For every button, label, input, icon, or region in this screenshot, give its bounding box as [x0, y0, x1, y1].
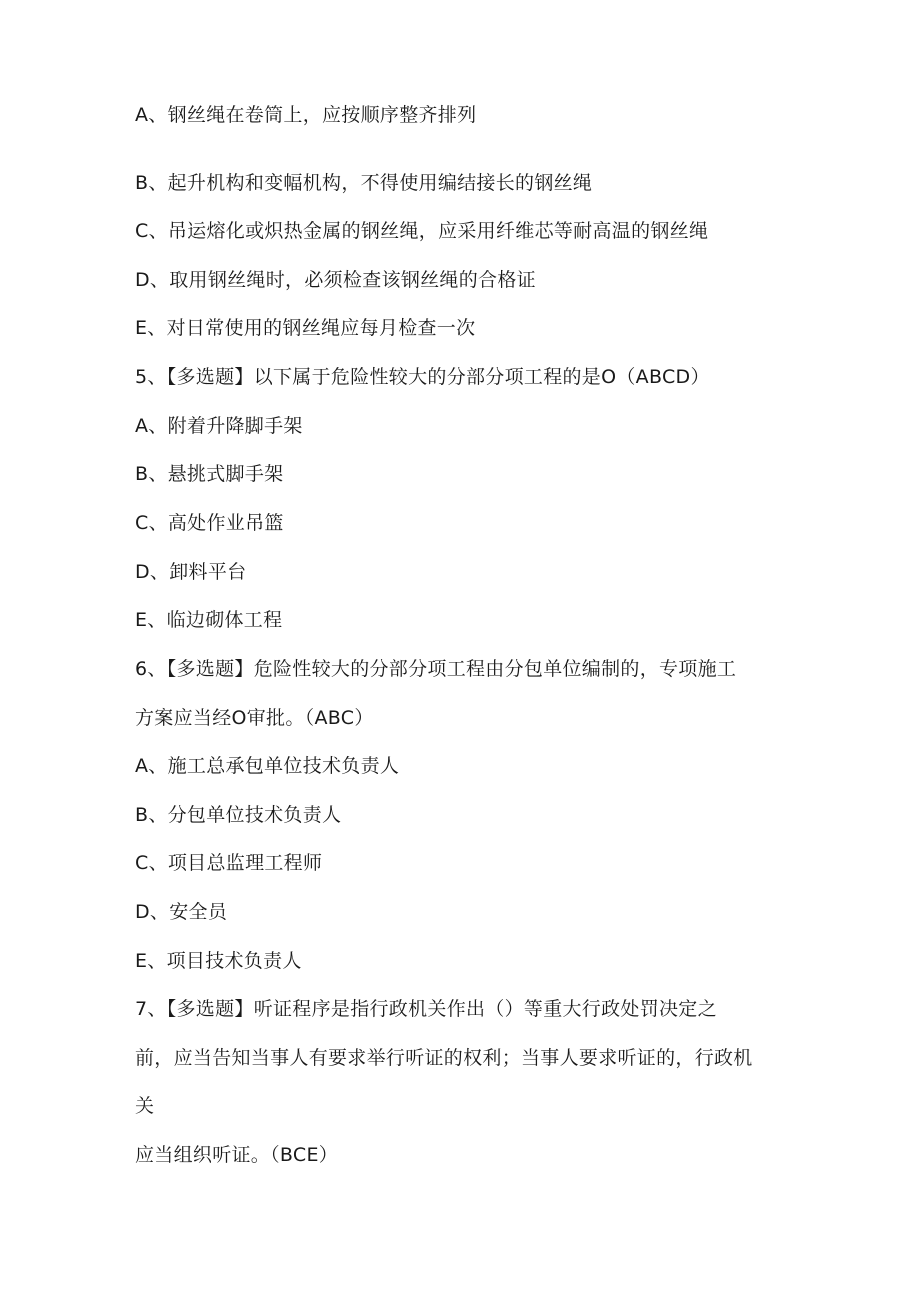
q4-option-a: A、钢丝绳在卷筒上，应按顺序整齐排列: [135, 104, 477, 126]
q6-option-a: A、施工总承包单位技术负责人: [135, 755, 400, 777]
q6-question-line2: 方案应当经O审批。（ABC）: [135, 707, 374, 729]
q5-option-a: A、附着升降脚手架: [135, 415, 303, 437]
q6-option-b: B、分包单位技术负责人: [135, 804, 342, 826]
q7-question-line1: 7、【多选题】听证程序是指行政机关作出（）等重大行政处罚决定之: [135, 998, 717, 1020]
q4-option-b: B、起升机构和变幅机构，不得使用编结接长的钢丝绳: [135, 172, 593, 194]
q6-option-c: C、项目总监理工程师: [135, 852, 323, 874]
q4-option-c: C、吊运熔化或炽热金属的钢丝绳，应采用纤维芯等耐高温的钢丝绳: [135, 220, 709, 242]
q4-option-d: D、取用钢丝绳时，必须检查该钢丝绳的合格证: [135, 269, 536, 291]
q5-option-e: E、临边砌体工程: [135, 609, 283, 631]
q5-option-c: C、高处作业吊篮: [135, 512, 284, 534]
q4-option-e: E、对日常使用的钢丝绳应每月检查一次: [135, 317, 476, 339]
q7-question-line4: 应当组织听证。（BCE）: [135, 1144, 339, 1166]
q6-option-e: E、项目技术负责人: [135, 950, 302, 972]
q6-option-d: D、安全员: [135, 901, 228, 923]
q6-question-line1: 6、【多选题】危险性较大的分部分项工程由分包单位编制的，专项施工: [135, 658, 737, 680]
q7-question-line3: 关: [135, 1095, 155, 1117]
q5-option-b: B、悬挑式脚手架: [135, 463, 284, 485]
q5-question: 5、【多选题】以下属于危险性较大的分部分项工程的是O（ABCD）: [135, 366, 710, 388]
q5-option-d: D、卸料平台: [135, 561, 247, 583]
q7-question-line2: 前，应当告知当事人有要求举行听证的权利；当事人要求听证的，行政机: [135, 1047, 753, 1069]
